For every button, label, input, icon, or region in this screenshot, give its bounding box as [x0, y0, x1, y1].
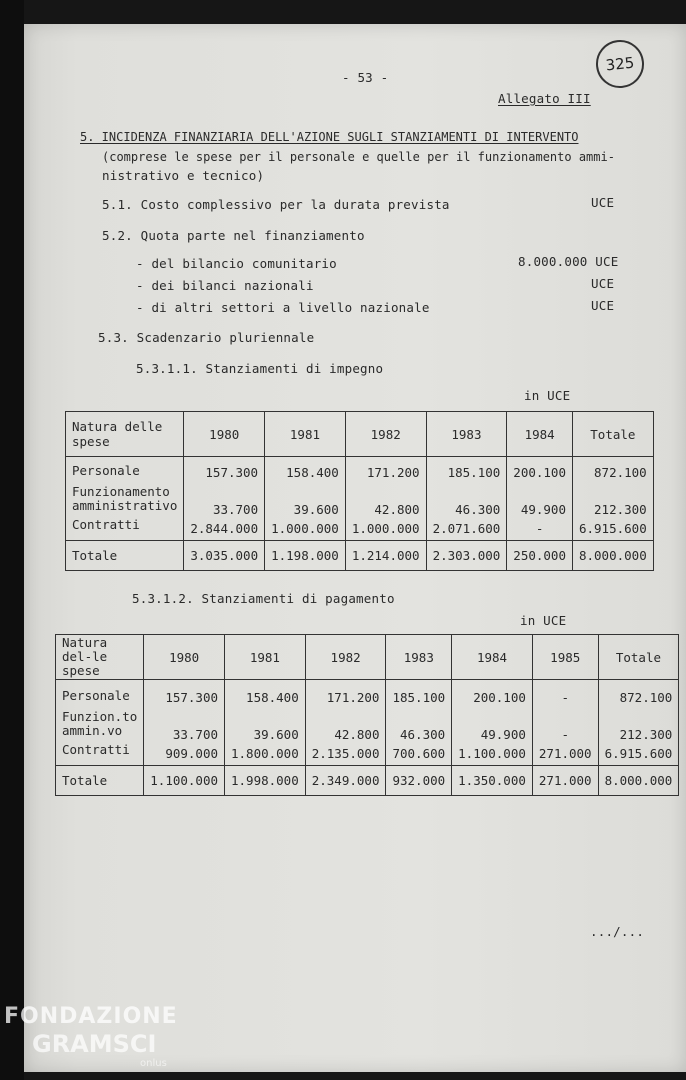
cell-value: 3.035.000 [184, 541, 265, 571]
cell-value: 932.000 [386, 766, 452, 796]
column-header: Natura del-le spese [56, 635, 144, 680]
watermark-line3: onlus [140, 1058, 167, 1069]
column-header: Totale [572, 412, 653, 457]
payment-table [55, 634, 679, 796]
cell-value: 158.400 [265, 457, 346, 483]
section-5-note-line1: (comprese le spese per il personale e quelle per il funzionamento ammi- [102, 150, 615, 164]
column-header: 1983 [386, 635, 452, 680]
archive-stamp: 325 [594, 38, 647, 91]
cell-value: 8.000.000 [572, 541, 653, 571]
section-5-2-label: 5.2. Quota parte nel finanziamento [102, 228, 365, 243]
cell-value: 185.100 [426, 457, 507, 483]
table-row [66, 457, 654, 483]
cell-value: 271.000 [532, 766, 598, 796]
column-header: 1980 [184, 412, 265, 457]
cell-value: 171.200 [305, 680, 386, 708]
cell-value: 1.214.000 [345, 541, 426, 571]
column-header: 1982 [345, 412, 426, 457]
section-5-title: 5. INCIDENZA FINANZIARIA DELL'AZIONE SUGLI STANZIAMENTI DI INTERVENTO [80, 130, 579, 144]
cell-value: 1.000.000 [265, 517, 346, 541]
commitment-table [65, 411, 654, 571]
cell-value: 2.349.000 [305, 766, 386, 796]
funding-item-value: 8.000.000 UCE [518, 254, 619, 269]
table-row [66, 517, 654, 541]
cell-value: 909.000 [144, 742, 225, 766]
attachment-label: Allegato III [498, 91, 591, 106]
cell-value: 1.100.000 [144, 766, 225, 796]
column-header: 1983 [426, 412, 507, 457]
column-header: Natura delle spese [66, 412, 184, 457]
cell-value: 42.800 [345, 483, 426, 517]
cell-value: 200.100 [452, 680, 533, 708]
continuation-mark: .../... [590, 924, 645, 939]
watermark-line2: GRAMSCI [32, 1030, 157, 1058]
cell-value: 872.100 [572, 457, 653, 483]
cell-value: 39.600 [225, 708, 306, 742]
cell-value: 157.300 [144, 680, 225, 708]
table-row [56, 742, 679, 766]
cell-value: 872.100 [598, 680, 679, 708]
cell-value: 2.303.000 [426, 541, 507, 571]
column-header: 1980 [144, 635, 225, 680]
page-number: - 53 - [342, 70, 389, 85]
column-header: 1984 [452, 635, 533, 680]
funding-item-value: UCE [591, 276, 615, 291]
cell-value: 1.000.000 [345, 517, 426, 541]
cell-value: 200.100 [507, 457, 573, 483]
cell-value: 1.100.000 [452, 742, 533, 766]
section-5-3-label: 5.3. Scadenzario pluriennale [98, 330, 315, 345]
cell-value: 1.198.000 [265, 541, 346, 571]
cell-value: 171.200 [345, 457, 426, 483]
row-label: Totale [66, 541, 184, 571]
row-label: Contratti [66, 517, 184, 541]
cell-value: 42.800 [305, 708, 386, 742]
cell-value: 185.100 [386, 680, 452, 708]
column-header: Totale [598, 635, 679, 680]
cell-value: 1.800.000 [225, 742, 306, 766]
row-label: Funzion.to ammin.vo [56, 708, 144, 742]
column-header: 1981 [265, 412, 346, 457]
binder-edge [0, 0, 24, 1080]
cell-value: - [532, 708, 598, 742]
table1-unit: in UCE [524, 388, 571, 403]
cell-value: 39.600 [265, 483, 346, 517]
cell-value: 157.300 [184, 457, 265, 483]
cell-value: 49.900 [507, 483, 573, 517]
table-row [56, 680, 679, 708]
section-5-1-value: UCE [591, 195, 615, 210]
cell-value: 2.071.600 [426, 517, 507, 541]
cell-value: - [532, 680, 598, 708]
cell-value: 49.900 [452, 708, 533, 742]
cell-value: 33.700 [144, 708, 225, 742]
cell-value: 2.844.000 [184, 517, 265, 541]
cell-value: 1.350.000 [452, 766, 533, 796]
watermark-line1: FONDAZIONE [4, 1004, 178, 1029]
cell-value: 6.915.600 [572, 517, 653, 541]
cell-value: 33.700 [184, 483, 265, 517]
row-label: Totale [56, 766, 144, 796]
table-row [56, 708, 679, 742]
column-header: 1982 [305, 635, 386, 680]
row-label: Personale [66, 457, 184, 483]
table-row [66, 483, 654, 517]
funding-item-label: - dei bilanci nazionali [136, 278, 314, 293]
cell-value: - [507, 517, 573, 541]
cell-value: 6.915.600 [598, 742, 679, 766]
cell-value: 212.300 [572, 483, 653, 517]
table-total-row [66, 541, 654, 571]
cell-value: 8.000.000 [598, 766, 679, 796]
row-label: Funzionamento amministrativo [66, 483, 184, 517]
funding-item-label: - di altri settori a livello nazionale [136, 300, 430, 315]
table2-caption: 5.3.1.2. Stanziamenti di pagamento [132, 591, 395, 606]
cell-value: 1.998.000 [225, 766, 306, 796]
cell-value: 700.600 [386, 742, 452, 766]
column-header: 1981 [225, 635, 306, 680]
table-total-row [56, 766, 679, 796]
column-header: 1984 [507, 412, 573, 457]
section-5-note-line2: nistrativo e tecnico) [102, 168, 265, 183]
table-header-row [66, 412, 654, 457]
section-5-1-label: 5.1. Costo complessivo per la durata prevista [102, 197, 450, 212]
table-header-row [56, 635, 679, 680]
table2-unit: in UCE [520, 613, 567, 628]
funding-item-label: - del bilancio comunitario [136, 256, 337, 271]
cell-value: 158.400 [225, 680, 306, 708]
cell-value: 46.300 [386, 708, 452, 742]
cell-value: 2.135.000 [305, 742, 386, 766]
row-label: Contratti [56, 742, 144, 766]
cell-value: 46.300 [426, 483, 507, 517]
column-header: 1985 [532, 635, 598, 680]
cell-value: 271.000 [532, 742, 598, 766]
table1-caption: 5.3.1.1. Stanziamenti di impegno [136, 361, 384, 376]
row-label: Personale [56, 680, 144, 708]
cell-value: 212.300 [598, 708, 679, 742]
funding-item-value: UCE [591, 298, 615, 313]
cell-value: 250.000 [507, 541, 573, 571]
